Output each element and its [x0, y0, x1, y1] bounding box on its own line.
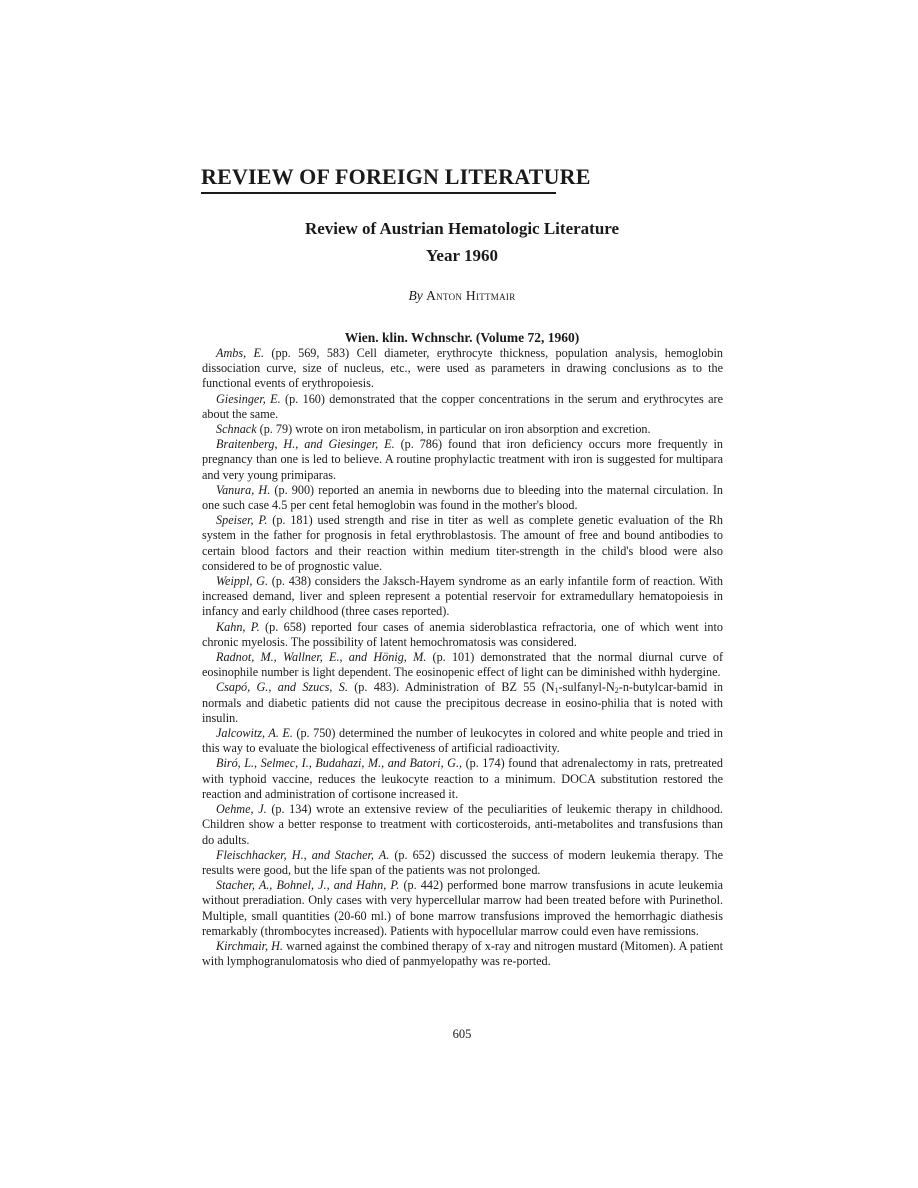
entry-text: (p. 134) wrote an extensive review of the peculiarities of leukemic therapy in childhood. Children show a better response to treatment with corticosteroids, anti-metabolites and transfusions than do adults.: [202, 802, 723, 847]
abstract-entry: [202, 650, 723, 680]
entry-authors: Braitenberg, H., and Giesinger, E.: [216, 437, 395, 452]
entry-text: (p. 174) found that adrenalectomy in rats, pretreated with typhoid vaccine, reduces the leukocyte reaction to a minimum. DOCA substitution restored the reaction and administration of cortisone increased it.: [202, 756, 723, 801]
section-heading: REVIEW OF FOREIGN LITERATURE: [201, 164, 556, 194]
abstract-entry: [202, 939, 723, 969]
abstract-entry: [202, 878, 723, 939]
entry-authors: Speiser, P.: [216, 513, 268, 528]
abstract-entry: [202, 483, 723, 513]
entry-text: (p. 438) considers the Jaksch-Hayem syndrome as an early infantile form of reaction. With increased demand, liver and spleen represent a potential reservoir for extramedullary hematopoiesis in infancy and early childhood (three cases reported).: [202, 574, 723, 619]
entry-text: (p. 160) demonstrated that the copper concentrations in the serum and erythrocytes are about the same.: [202, 391, 723, 421]
entry-text: -n-butylcar-bamid in normals and diabetic patients did not cause the precipitous decrease in eosino-philia that is noted with insulin.: [202, 680, 723, 725]
article-title: Review of Austrian Hematologic Literature: [304, 219, 620, 238]
entry-authors: Fleischhacker, H., and Stacher, A.: [216, 847, 390, 862]
abstract-entry: [202, 513, 723, 574]
entry-text: -sulfanyl-N: [558, 680, 615, 695]
subscript: 2: [614, 686, 619, 696]
abstract-entry: [202, 802, 723, 848]
abstract-entry: [202, 346, 723, 392]
entry-authors: Giesinger, E.: [216, 391, 281, 406]
entry-authors: Vanura, H.: [216, 482, 271, 497]
abstract-entry: [202, 574, 723, 620]
entry-authors: Ambs, E.: [216, 346, 265, 360]
abstracts-body: [202, 346, 723, 969]
entry-authors: Weippl, G.: [216, 574, 269, 589]
subscript: 1: [554, 686, 559, 696]
entry-text: (p. 101) demonstrated that the normal diurnal curve of eosinophile number is light dependent. The eosinopenic effect of light can be diminished withh hydergine.: [202, 650, 724, 680]
entry-authors: Radnot, M., Wallner, E., and Hönig, M.: [216, 650, 427, 665]
article-year: Year 1960: [426, 246, 498, 265]
entry-authors: Oehme, J.: [216, 802, 267, 817]
entry-text: (p. 442) performed bone marrow transfusions in acute leukemia without preradiation. Only cases with very hypercellular marrow had been treated before with Purinethol. Multiple, small quantities (20-60 ml.) of bone marrow transfusions improved the hemorrhagic diathesis remarkably (thrombocytes increased). Patients with hypocellular marrow could even have remissions.: [202, 878, 723, 938]
entry-authors: Schnack: [216, 422, 257, 437]
entry-text: (p. 786) found that iron deficiency occurs more frequently in pregnancy than one is led to believe. A routine prophylactic treatment with iron is suggested for multipara and very young primiparas.: [202, 437, 724, 482]
entry-authors: Csapó, G., and Szucs, S.: [216, 680, 348, 695]
abstract-entry: [202, 680, 723, 726]
byline-prefix: By: [408, 288, 423, 303]
entry-text: (p. 750) determined the number of leukocytes in colored and white people and tried in this way to evaluate the biological effectiveness of artificial radioactivity.: [202, 726, 723, 756]
byline: [200, 287, 724, 305]
entry-authors: Kahn, P.: [216, 619, 260, 634]
abstract-entry: [202, 726, 723, 756]
abstract-entry: [202, 756, 723, 802]
abstract-entry: [202, 437, 723, 483]
entry-text: (p. 79) wrote on iron metabolism, in particular on iron absorption and excretion.: [256, 422, 651, 437]
entry-text: (p. 652) discussed the success of modern leukemia therapy. The results were good, but the life span of the patients was not prolonged.: [202, 847, 723, 877]
entry-authors: Jalcowitz, A. E.: [216, 726, 293, 741]
author-name: Anton Hittmair: [426, 288, 516, 303]
entry-text: (p. 658) reported four cases of anemia sideroblastica refractoria, one of which went into chronic myelosis. The possibility of latent hemochromatosis was considered.: [202, 619, 723, 649]
journal-heading: Wien. klin. Wchnschr. (Volume 72, 1960): [344, 330, 580, 345]
abstract-entry: [202, 422, 723, 437]
entry-authors: Kirchmair, H.: [216, 938, 283, 953]
entry-authors: Stacher, A., Bohnel, J., and Hahn, P.: [216, 878, 400, 893]
entry-text: (pp. 569, 583) Cell diameter, erythrocyte thickness, population analysis, hemoglobin dissociation curve, size of nucleus, etc., were used as parameters in drawing conclusions as to the functional events of erythropoiesis.: [202, 346, 724, 391]
entry-text: (p. 483). Administration of BZ 55 (N: [347, 680, 555, 695]
entry-text: warned against the combined therapy of x-ray and nitrogen mustard (Mitomen). A patient with lymphogranulomatosis who died of panmyelopathy was re-ported.: [202, 938, 723, 969]
entry-text: (p. 900) reported an anemia in newborns due to bleeding into the maternal circulation. In one such case 4.5 per cent fetal hemoglobin was found in the mother's blood.: [202, 482, 723, 513]
entry-authors: Biró, L., Selmec, I., Budahazi, M., and Batori, G.,: [216, 756, 463, 771]
abstract-entry: [202, 848, 723, 878]
abstract-entry: [202, 392, 723, 422]
entry-text: (p. 181) used strength and rise in titer as well as complete genetic evaluation of the Rh system in the father for prognosis in fetal erythroblastosis. The amount of free and bound antibodies to certain blood factors and their reaction within medium titer-strength in the child's blood were also considered to be of prognostic value.: [202, 513, 723, 573]
page-number: 605: [452, 1027, 472, 1041]
abstract-entry: [202, 620, 723, 650]
